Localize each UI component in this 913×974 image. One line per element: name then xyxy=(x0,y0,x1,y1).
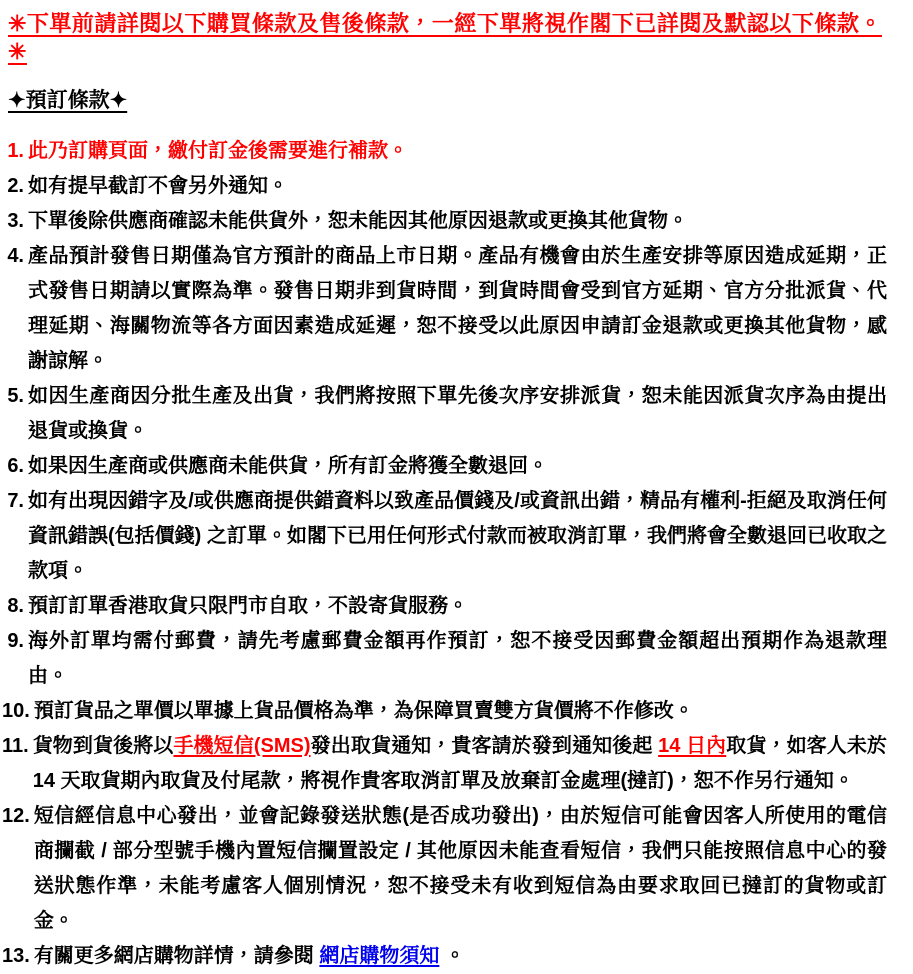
term-text xyxy=(28,239,887,379)
term-text xyxy=(34,939,887,974)
term-segment: 海外訂單均需付郵費，請先考慮郵費金額再作預訂，恕不接受因郵費金額超出預期作為退款理由。 xyxy=(28,630,887,687)
term-text xyxy=(28,134,887,169)
term-number: 2. xyxy=(7,175,24,197)
term-segment: 有關更多網店購物詳情，請參閱 xyxy=(33,945,320,967)
term-segment: 如果因生產商或供應商未能供貨，所有訂金將獲全數退回。 xyxy=(28,455,548,477)
term-segment: 下單後除供應商確認未能供貨外，恕未能因其他原因退款或更換其他貨物。 xyxy=(28,210,688,232)
term-segment: 產品預計發售日期僅為官方預計的商品上市日期。產品有機會由於生產安排等原因造成延期，正式發售日期請以實際為準。發售日期非到貨時間，到貨時間會受到官方延期、官方分批派貨、代理延期、海關物流等各方面因素造成延遲，恕不接受以此原因申請訂金退款或更換其他貨物，感謝諒解。 xyxy=(28,245,887,372)
term-text xyxy=(28,204,887,239)
term-number: 11. xyxy=(2,735,29,757)
term-segment: 發出取貨通知，貴客請於發到通知後起 xyxy=(310,735,659,757)
term-segment: 。 xyxy=(439,945,465,967)
term-text xyxy=(28,449,887,484)
term-item xyxy=(2,799,887,939)
term-number: 7. xyxy=(7,490,24,512)
term-item xyxy=(2,484,887,589)
term-item xyxy=(2,134,887,169)
store-shopping-guide-link[interactable]: 網店購物須知 xyxy=(319,945,440,967)
term-number: 12. xyxy=(2,805,30,827)
term-number: 1. xyxy=(7,140,24,162)
term-text xyxy=(28,484,887,589)
highlighted-red-text: 手機短信(SMS) xyxy=(173,735,311,757)
term-text xyxy=(28,589,887,624)
term-text xyxy=(28,169,887,204)
term-number: 5. xyxy=(7,385,24,407)
term-number: 6. xyxy=(7,455,24,477)
term-number: 4. xyxy=(7,245,24,267)
term-item xyxy=(2,379,887,449)
term-number: 10. xyxy=(2,700,30,722)
term-number: 3. xyxy=(7,210,24,232)
term-segment: 此乃訂購頁面，繳付訂金後需要進行補款。 xyxy=(28,140,408,162)
term-number: 13. xyxy=(2,945,30,967)
term-item xyxy=(2,449,887,484)
term-segment: 如有出現因錯字及/或供應商提供錯資料以致產品價錢及/或資訊出錯，精品有權利-拒絕及取消任何資訊錯誤(包括價錢) 之訂單。如閣下已用任何形式付款而被取消訂單，我們將會全數退回已收取之款項。 xyxy=(28,490,887,582)
term-item xyxy=(2,694,887,729)
term-item xyxy=(2,589,887,624)
term-segment: 短信經信息中心發出，並會記錄發送狀態(是否成功發出)，由於短信可能會因客人所使用的電信商攔截 / 部分型號手機內置短信攔置設定 / 其他原因未能查看短信，我們只能按照信息中心的發送狀態作準，未能考慮客人個別情況，恕不接受未有收到短信為由要求取回已撻訂的貨物或訂金。 xyxy=(33,805,887,932)
term-segment: 預訂訂單香港取貨只限門市自取，不設寄貨服務。 xyxy=(28,595,468,617)
purchase-terms-warning-banner: ✳下單前請詳閱以下購買條款及售後條款，一經下單將視作閣下已詳閱及默認以下條款。✳ xyxy=(8,11,882,64)
terms-list xyxy=(2,134,887,974)
term-item xyxy=(2,204,887,239)
term-item xyxy=(2,729,887,799)
term-text xyxy=(33,729,887,799)
term-text xyxy=(28,624,887,694)
term-text xyxy=(28,379,887,449)
pre-order-terms-section-title: ✦預訂條款✦ xyxy=(8,89,128,112)
term-segment: 貨物到貨後將以 xyxy=(32,735,174,757)
term-segment: 取貨，如客人未於 14 天取貨期內取貨及付尾款，將視作貴客取消訂單及放棄訂金處理(撻訂)，恕不作另行通知。 xyxy=(32,735,887,792)
term-segment: 如有提早截訂不會另外通知。 xyxy=(28,175,288,197)
highlighted-red-text: 14 日內 xyxy=(658,735,727,757)
term-item xyxy=(2,624,887,694)
term-number: 9. xyxy=(7,630,24,652)
term-item xyxy=(2,239,887,379)
term-item xyxy=(2,939,887,974)
term-text xyxy=(34,694,887,729)
term-segment: 如因生產商因分批生產及出貨，我們將按照下單先後次序安排派貨，恕未能因派貨次序為由提出退貨或換貨。 xyxy=(28,385,887,442)
term-number: 8. xyxy=(7,595,24,617)
term-item xyxy=(2,169,887,204)
term-text xyxy=(34,799,887,939)
term-segment: 預訂貨品之單價以單據上貨品價格為準，為保障買賣雙方貨價將不作修改。 xyxy=(33,700,694,722)
